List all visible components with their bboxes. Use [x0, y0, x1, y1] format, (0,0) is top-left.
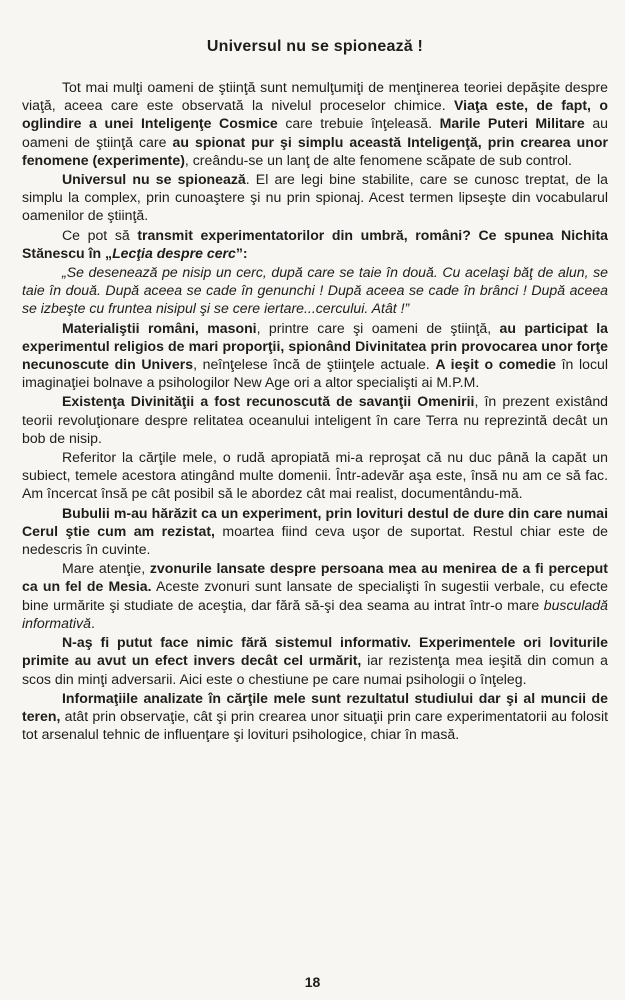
paragraph — [22, 559, 608, 632]
body-text — [22, 78, 608, 743]
text-run: Referitor la cărţile mele, o rudă apropiată mi-a reproşat că nu duc până la capăt un subiect, temele acestora atingând multe domenii. Într-adevăr aşa este, însă nu am ce să fac. Am încercat însă pe cât posibil să le abordez cât mai realist, documentându-mă. — [22, 449, 608, 502]
emphasis-text: ”: — [235, 244, 248, 261]
paragraph — [22, 633, 608, 688]
text-run: , creându-se un lanţ de alte fenomene scăpate de sub control. — [184, 151, 572, 168]
text-run: Ce pot să — [62, 226, 138, 243]
emphasis-text: Lecţia despre cerc — [112, 244, 236, 261]
text-run: „Se desenează pe nisip un cerc, după care se taie în două. Cu acelaşi băţ de alun, se taie în două. După aceea se cade în genunchi ! După aceea se cade în brânci ! După aceea se izbeşte cu fruntea nisipul şi se cere iertare...cercului. Atât !” — [22, 264, 608, 317]
paragraph — [22, 448, 608, 503]
text-run: Mare atenţie, — [62, 560, 150, 577]
emphasis-text: zvonurile lansate despre persoana mea au menirea de a fi perceput ca un fel de Mesia. — [22, 560, 608, 595]
emphasis-text: Bubulii m-au hărăzit ca un experiment, prin lovituri destul de dure din care numai Cerul ştie cum am rezistat, — [22, 504, 608, 539]
emphasis-text: Universul nu se spionează — [62, 171, 246, 188]
paragraph — [22, 226, 608, 262]
text-run: iar rezistenţa mea ieşită din comun a scos din minţi adversarii. Aici este o chestiune pe care numai psihologii o înţeleg. — [22, 652, 608, 687]
page-title: Universul nu se spionează ! — [206, 38, 424, 55]
page-number: 18 — [304, 974, 321, 990]
paragraph — [22, 170, 608, 225]
text-run: Tot mai mulţi oameni de ştiinţă sunt nemulţumiţi de menţinerea teoriei depăşite despre viaţă, aceea care este observată la nivelul proceselor chimice. — [22, 79, 608, 114]
text-run: care trebuie înţeleasă. — [277, 115, 440, 132]
text-run: , neînţelese încă de ştiinţele actuale. — [193, 356, 436, 373]
text-run: , printre care şi oameni de ştiinţă, — [256, 319, 500, 336]
paragraph — [22, 504, 608, 559]
emphasis-text: A ieşit o comedie — [435, 356, 556, 373]
paragraph — [22, 319, 608, 392]
text-run: . — [90, 614, 95, 631]
emphasis-text: Informaţiile analizate în cărţile mele sunt rezultatul studiului dar şi al muncii de teren, — [22, 689, 608, 724]
emphasis-text: Marile Puteri Militare — [439, 115, 585, 132]
emphasis-text: N-aş fi putut face nimic fără sistemul informativ. Experimentele ori loviturile primite au avut un efect invers decât cel urmărit, — [22, 634, 608, 669]
text-run: moartea fiind ceva uşor de suportat. Restul chiar este de nedescris în cuvinte. — [22, 522, 609, 558]
paragraph — [22, 78, 608, 169]
emphasis-text: au participat la experimentul religios de mari proporţii, spionând Divinitatea prin provocarea unor forţe necunoscute din Univers — [22, 319, 608, 373]
text-run: , în prezent existând teorii revoluţionare despre relitatea oceanului inteligent în care Terra nu reprezintă decât un bob de nisip. — [22, 393, 608, 446]
text-run: au oameni de ştiinţă care — [22, 115, 608, 150]
text-run: . El are legi bine stabilite, care se cunosc treptat, de la simplu la complex, prin cunoaştere şi nu prin spionaj. Acest termen lipseşte din vocabularul oamenilor de ştiinţă. — [22, 171, 609, 224]
emphasis-text: Existenţa Divinităţii a fost recunoscută de savanţii Omenirii — [62, 393, 475, 410]
paragraph — [22, 689, 608, 744]
text-run: Aceste zvonuri sunt lansate de specialişti în sugestii verbale, cu efecte bine urmărite şi studiate de aceştia, dar fără să-şi dea seama au intrat într-o mare — [22, 578, 608, 613]
emphasis-text: au spionat pur şi simplu această Inteligenţă, prin crearea unor fenomene (experimente) — [22, 133, 608, 168]
emphasis-text: Viaţa este, de fapt, o oglindire a unei Inteligenţe Cosmice — [22, 97, 608, 132]
quote-paragraph — [22, 263, 608, 318]
emphasis-text: transmit experimentatorilor din umbră, români? Ce spunea Nichita Stănescu în „ — [22, 226, 609, 261]
text-run: în locul imaginaţiei bolnave a psihologilor New Age ori a altor specialişti ai M.P.M. — [22, 356, 608, 391]
emphasis-text: Materialiştii români, masoni — [62, 319, 257, 336]
text-run: busculadă informativă — [22, 596, 608, 631]
book-page — [22, 30, 608, 744]
text-run: atât prin observaţie, cât şi prin crearea unor situaţii prin care experimentatorii au folosit tot arsenalul tehnic de influenţare şi lovituri psihologice, chiar în masă. — [22, 707, 608, 743]
paragraph — [22, 392, 608, 447]
